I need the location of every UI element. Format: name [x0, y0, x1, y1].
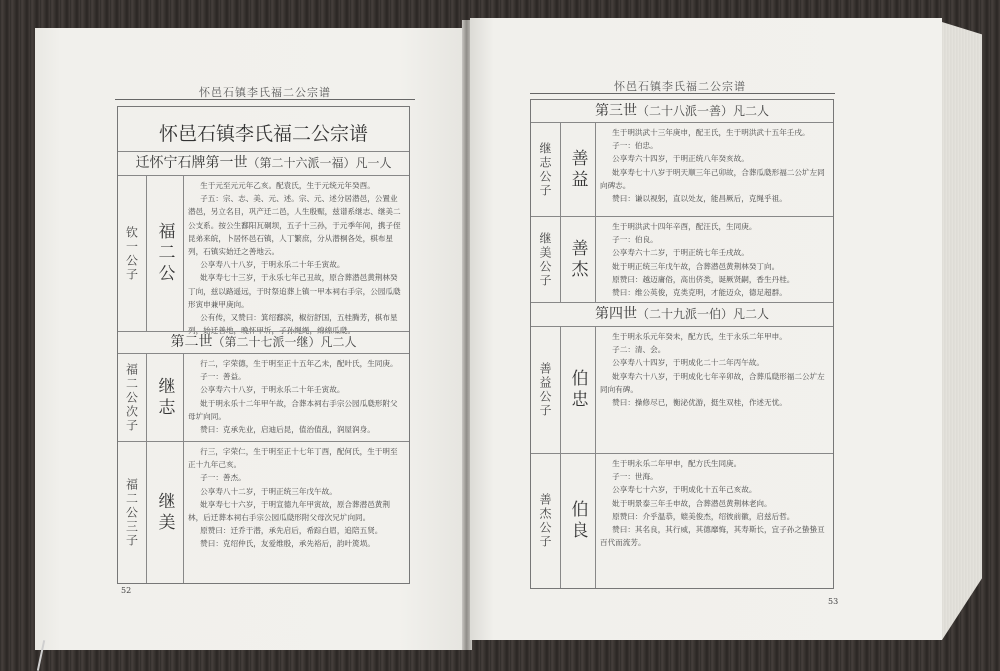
right-genealogy-table: [530, 99, 834, 589]
member-name: 继志: [154, 376, 175, 419]
bio-line: 原赞曰：迁乔于潜，承先启后，希踪白眉，追陪五贤。: [200, 526, 383, 536]
bio-line: 原赞曰：介乎温恭，媲美俊杰，绍彼前徽，启兹后哲。: [612, 511, 795, 521]
bio-line: 子一：伯忠。: [612, 141, 658, 151]
bio-line: 赞曰：谦以视躬，直以处友，能昌厥后，克绳乎祖。: [612, 194, 787, 204]
member-entry: [118, 175, 409, 336]
right-header-rule: [530, 93, 835, 94]
bio-line: 赞曰：其名良，其行威，其德靡悔，其寿斯长，宜子孙之蛰蛰亘百代而流芳。: [600, 525, 825, 548]
bio-line: 妣于明正统三年戊午故，合葬潜邑黄荆林癸丁向。: [612, 261, 780, 271]
member-relation: 福二公次子: [124, 362, 139, 433]
generation-title: 第四世: [594, 306, 637, 322]
bio-line: 公享寿七十六岁，于明成化十五年己亥故。: [612, 485, 757, 495]
bio-line: 生于明永乐二年甲申，配方氏生同庚。: [612, 459, 742, 468]
generation-subtitle: （第二十六派一福）凡一人: [247, 156, 392, 170]
member-entry: [118, 441, 409, 583]
right-running-head: 怀邑石镇李氏福二公宗谱: [614, 80, 746, 93]
bio-line: 妣享寿七十三岁，于永乐七年己丑故，原合葬潜邑黄荆林癸丁向，兹以路遥远，于时祭追葬上镇一甲本祠右手宗，公园瓜瓞形寅申兼甲庚向。: [188, 273, 401, 309]
bio-line: 公享寿六十四岁，于明正统八年癸亥故。: [612, 154, 749, 164]
member-biography: [596, 327, 833, 453]
bio-line: 公享寿六十二岁，于明正统七年壬戌故。: [612, 248, 749, 258]
bio-line: 赞曰：克绍仲氏，友爱维殷，承先裕后，韵叶箎埙。: [200, 539, 375, 549]
generation-title: 第二世: [170, 334, 213, 350]
member-biography: [184, 442, 409, 583]
bio-line: 子二：清、会。: [612, 345, 666, 355]
bio-line: 生于明洪武十四年辛酉，配汪氏，生同庚。: [612, 222, 757, 231]
member-relation: 善杰公子: [538, 493, 552, 549]
bio-line: 妣享寿七十六岁，于明宣德九年甲寅故，原合葬潜邑黄荆林，后迁葬本祠右手宗公园瓜瓞形附父母次兄圹向同。: [188, 499, 390, 523]
bio-line: 公享寿八十二岁，于明正统三年戊午故。: [200, 486, 337, 496]
member-relation: 福二公三子: [124, 477, 139, 548]
generation-3-header: [531, 100, 833, 122]
bio-line: 生于明永乐元年癸未，配方氏，生于永乐二年甲申。: [612, 332, 787, 341]
generation-title: 第三世: [594, 103, 637, 119]
bio-line: 原赞曰：越迈庸俗，高出侪类，诞厥贤嗣，香生丹桂。: [612, 274, 795, 284]
bio-line: 妣享寿六十八岁，于明成化七年辛卯故，合葬瓜瓞形福二公圹左同向有碑。: [600, 371, 825, 394]
left-header-rule: [115, 99, 415, 100]
member-name: 善杰: [567, 238, 588, 281]
bio-line: 赞曰：操修尽已，衡泌优游，挺生双桂，作述无忧。: [612, 398, 787, 408]
bio-line: 公享寿六十八岁，于明永乐二十年壬寅故。: [200, 385, 345, 395]
bio-line: 行三，字荣仁，生于明至正十七年丁酉，配何氏，生于明至正十九年己亥。: [188, 447, 398, 470]
generation-2-header: [118, 331, 409, 353]
member-name: 伯良: [567, 500, 588, 542]
bio-line: 子一：世海。: [612, 472, 658, 482]
member-biography: [184, 176, 409, 336]
bio-line: 生于元至元元年乙亥。配袁氏，生于元统元年癸酉。: [200, 181, 375, 190]
member-relation: 继志公子: [538, 141, 552, 198]
member-name: 福二公: [154, 222, 175, 285]
right-page-number: 53: [828, 597, 839, 606]
bio-line: 妣于明永乐十二年甲午故，合葬本祠右手宗公园瓜瓞形附父母圹向同。: [188, 398, 398, 421]
bio-line: 行二，字荣德，生于明至正十五年乙未，配叶氏，生同庚。: [200, 359, 398, 368]
member-entry: [531, 453, 833, 588]
member-name: 伯忠: [567, 369, 588, 411]
left-genealogy-table: [117, 106, 410, 584]
member-biography: [596, 123, 833, 216]
member-relation: 继美公子: [538, 231, 552, 288]
member-entry: [118, 353, 409, 441]
book-main-title: 怀邑石镇李氏福二公宗谱: [158, 123, 368, 145]
bio-line: 子一：伯良。: [612, 235, 658, 245]
bio-line: 赞曰：维公英俊，克类克明，才能迈众，德足超群。: [612, 288, 787, 298]
bio-line: 公有传，又赞曰：箕绍鄱滨，椒衍舒国，五桂腾芳，棋布星列，始迁善地，晚怀甲圻，子孙绳绳，绵绵瓜瓞。: [188, 313, 398, 336]
generation-4-header: [531, 302, 833, 326]
bio-line: 生于明洪武十三年庚申，配王氏，生于明洪武十五年壬戌。: [612, 128, 810, 137]
member-entry: [531, 326, 833, 453]
generation-title: 迁怀宁石牌第一世: [135, 155, 248, 171]
left-running-head: 怀邑石镇李氏福二公宗谱: [199, 86, 331, 99]
member-name: 善益: [567, 148, 588, 191]
member-entry: [531, 122, 833, 216]
member-biography: [596, 454, 833, 588]
member-biography: [184, 354, 409, 441]
bio-line: 子一：善益。: [200, 372, 246, 382]
generation-subtitle: （二十八派一善）凡二人: [636, 104, 769, 118]
generation-subtitle: （二十九派一伯）凡二人: [636, 307, 769, 321]
bio-line: 公享寿八十八岁，于明永乐二十年壬寅故。: [200, 260, 345, 270]
generation-subtitle: （第二十七派一继）凡二人: [212, 335, 357, 349]
bio-line: 子五：宗、志、美、元、述。宗、元、述分居潜邑，公置业潜邑，另立名目，巩产迁二邑，人生殷赈，兹谱系继志、继美二公支系。按公生鄱阳瓦硐坝，五子十三孙，于元季年间，携子侄昆弟来皖，卜居怀邑石镇，人丁繁庶，分从潜桐各处，棋布星列，石镇实始迁之善地云。: [188, 194, 401, 257]
page-stack-edge: [942, 22, 982, 640]
member-entry: [531, 216, 833, 302]
bio-line: 妣享寿七十八岁于明天顺三年己卯故，合葬瓜瓞形福二公圹左同向碑志。: [600, 167, 825, 190]
member-relation: 善益公子: [538, 362, 552, 418]
bio-line: 妣于明景泰三年壬申故，合葬潜邑黄荆林老向。: [612, 498, 772, 508]
bio-line: 赞曰：克承先业，启迪后昆，值治值乱，润屋润身。: [200, 425, 375, 435]
member-name: 继美: [154, 491, 175, 534]
generation-1-header: [118, 151, 409, 175]
bio-line: 子一：善杰。: [200, 473, 246, 483]
bio-line: 公享寿八十四岁，于明成化二十二年丙午故。: [612, 358, 765, 368]
left-page-number: 52: [121, 586, 132, 595]
member-relation: 钦一公子: [124, 225, 139, 282]
member-biography: [596, 217, 833, 302]
